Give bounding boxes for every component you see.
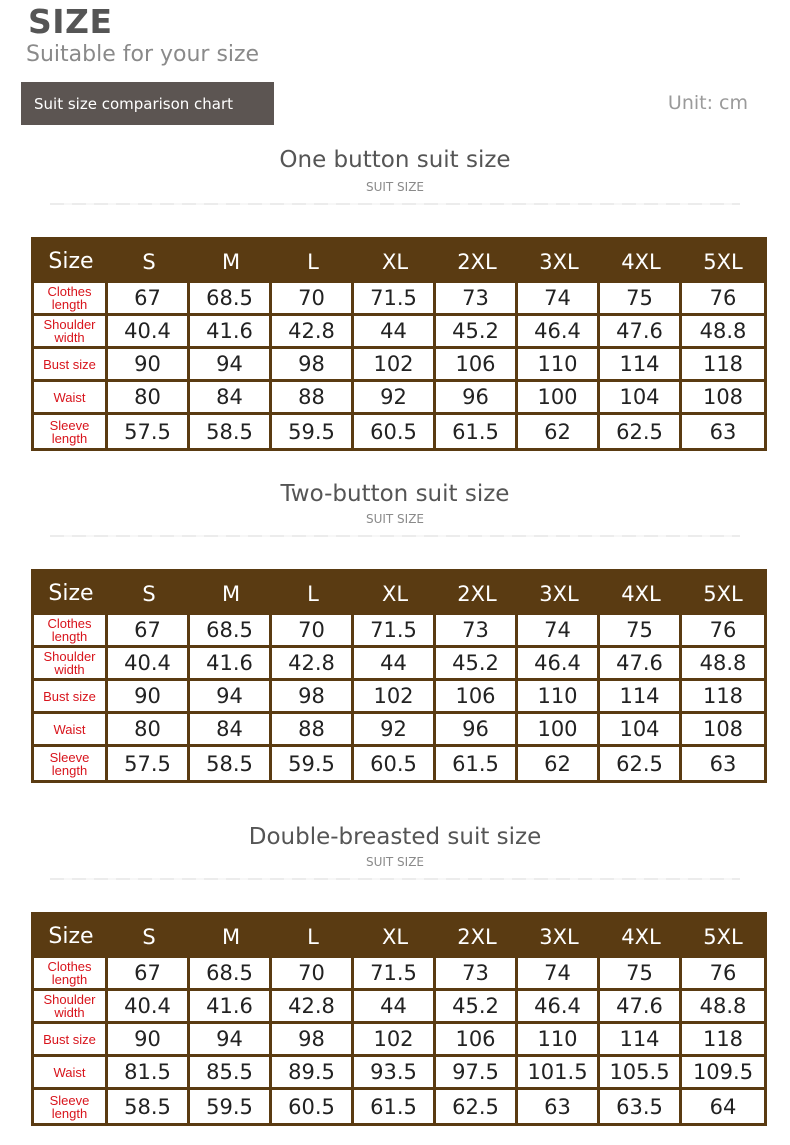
- table-cell: 98: [272, 681, 354, 714]
- table-cell: 88: [272, 382, 354, 415]
- table-cell: 94: [190, 349, 272, 382]
- table-cell: 40.4: [108, 991, 190, 1024]
- size-column-header: 5XL: [682, 915, 764, 958]
- table-cell: 67: [108, 283, 190, 316]
- measurement-label: Shoulder width: [34, 316, 108, 349]
- table-cell: 90: [108, 1024, 190, 1057]
- divider: [50, 535, 740, 537]
- measurement-label: Sleeve length: [34, 747, 108, 780]
- size-column-header: 3XL: [518, 915, 600, 958]
- size-header-cell: Size: [34, 915, 108, 958]
- table-row: [34, 1024, 764, 1057]
- table-cell: 60.5: [354, 415, 436, 448]
- table-cell: 62.5: [436, 1090, 518, 1123]
- section-title-one-button: One button suit size: [279, 147, 511, 173]
- table-cell: 74: [518, 615, 600, 648]
- table-cell: 98: [272, 349, 354, 382]
- table-cell: 45.2: [436, 648, 518, 681]
- page-subtitle: Suitable for your size: [26, 42, 260, 67]
- table-cell: 57.5: [108, 415, 190, 448]
- table-cell: 101.5: [518, 1057, 600, 1090]
- section-subtitle-two-button: SUIT SIZE: [365, 512, 425, 526]
- table-cell: 59.5: [272, 747, 354, 780]
- size-column-header: M: [190, 240, 272, 283]
- size-column-header: 4XL: [600, 915, 682, 958]
- table-cell: 41.6: [190, 648, 272, 681]
- table-cell: 76: [682, 958, 764, 991]
- size-column-header: L: [272, 915, 354, 958]
- table-cell: 45.2: [436, 316, 518, 349]
- table-cell: 96: [436, 714, 518, 747]
- table-row: [34, 714, 764, 747]
- table-cell: 63.5: [600, 1090, 682, 1123]
- table-cell: 45.2: [436, 991, 518, 1024]
- table-cell: 96: [436, 382, 518, 415]
- table-cell: 104: [600, 382, 682, 415]
- section-subtitle-one-button: SUIT SIZE: [365, 180, 425, 194]
- table-cell: 67: [108, 615, 190, 648]
- table-row: [34, 382, 764, 415]
- measurement-label: Shoulder width: [34, 648, 108, 681]
- measurement-label: Clothes length: [34, 283, 108, 316]
- table-row: [34, 316, 764, 349]
- table-cell: 90: [108, 681, 190, 714]
- table-cell: 73: [436, 615, 518, 648]
- measurement-label: Waist: [34, 382, 108, 415]
- table-header-row: [34, 572, 764, 615]
- table-cell: 62.5: [600, 747, 682, 780]
- table-cell: 58.5: [190, 747, 272, 780]
- table-header-row: [34, 915, 764, 958]
- size-header-cell: Size: [34, 240, 108, 283]
- size-column-header: M: [190, 915, 272, 958]
- divider: [50, 203, 740, 205]
- divider: [50, 878, 740, 880]
- table-cell: 61.5: [436, 415, 518, 448]
- table-cell: 102: [354, 1024, 436, 1057]
- table-row: [34, 648, 764, 681]
- table-cell: 71.5: [354, 283, 436, 316]
- measurement-label: Shoulder width: [34, 991, 108, 1024]
- table-cell: 63: [682, 747, 764, 780]
- table-cell: 48.8: [682, 991, 764, 1024]
- table-cell: 94: [190, 681, 272, 714]
- measurement-label: Bust size: [34, 1024, 108, 1057]
- table-cell: 94: [190, 1024, 272, 1057]
- table-cell: 92: [354, 382, 436, 415]
- table-cell: 62: [518, 747, 600, 780]
- table-cell: 75: [600, 958, 682, 991]
- table-cell: 68.5: [190, 615, 272, 648]
- table-cell: 41.6: [190, 316, 272, 349]
- table-cell: 80: [108, 714, 190, 747]
- table-cell: 71.5: [354, 958, 436, 991]
- table-cell: 75: [600, 615, 682, 648]
- table-cell: 109.5: [682, 1057, 764, 1090]
- table-cell: 63: [682, 415, 764, 448]
- size-column-header: 5XL: [682, 240, 764, 283]
- size-column-header: L: [272, 572, 354, 615]
- table-cell: 104: [600, 714, 682, 747]
- table-row: [34, 1090, 764, 1123]
- table-cell: 92: [354, 714, 436, 747]
- table-cell: 106: [436, 349, 518, 382]
- table-cell: 73: [436, 958, 518, 991]
- table-row: [34, 1057, 764, 1090]
- size-header-cell: Size: [34, 572, 108, 615]
- table-cell: 110: [518, 681, 600, 714]
- table-cell: 75: [600, 283, 682, 316]
- table-cell: 46.4: [518, 316, 600, 349]
- table-cell: 106: [436, 681, 518, 714]
- table-cell: 60.5: [272, 1090, 354, 1123]
- size-column-header: 3XL: [518, 240, 600, 283]
- size-column-header: L: [272, 240, 354, 283]
- table-cell: 63: [518, 1090, 600, 1123]
- size-column-header: S: [108, 572, 190, 615]
- table-cell: 44: [354, 316, 436, 349]
- unit-label: Unit: cm: [667, 92, 748, 114]
- table-cell: 62: [518, 415, 600, 448]
- table-cell: 47.6: [600, 316, 682, 349]
- size-column-header: XL: [354, 572, 436, 615]
- table-cell: 100: [518, 714, 600, 747]
- table-row: [34, 415, 764, 448]
- table-cell: 70: [272, 958, 354, 991]
- table-cell: 44: [354, 991, 436, 1024]
- table-cell: 102: [354, 349, 436, 382]
- table-cell: 80: [108, 382, 190, 415]
- table-cell: 74: [518, 958, 600, 991]
- table-cell: 60.5: [354, 747, 436, 780]
- measurement-label: Waist: [34, 1057, 108, 1090]
- table-row: [34, 958, 764, 991]
- size-column-header: XL: [354, 915, 436, 958]
- table-cell: 44: [354, 648, 436, 681]
- table-cell: 67: [108, 958, 190, 991]
- table-cell: 64: [682, 1090, 764, 1123]
- table-cell: 118: [682, 1024, 764, 1057]
- table-row: [34, 747, 764, 780]
- size-column-header: M: [190, 572, 272, 615]
- table-cell: 61.5: [354, 1090, 436, 1123]
- table-cell: 73: [436, 283, 518, 316]
- table-cell: 40.4: [108, 316, 190, 349]
- table-cell: 62.5: [600, 415, 682, 448]
- table-cell: 90: [108, 349, 190, 382]
- measurement-label: Sleeve length: [34, 1090, 108, 1123]
- table-cell: 58.5: [190, 415, 272, 448]
- size-table-one-button: [31, 237, 767, 451]
- section-title-double-breasted: Double-breasted suit size: [248, 824, 542, 850]
- size-column-header: 2XL: [436, 240, 518, 283]
- table-cell: 84: [190, 714, 272, 747]
- table-cell: 108: [682, 714, 764, 747]
- table-cell: 114: [600, 681, 682, 714]
- table-cell: 47.6: [600, 648, 682, 681]
- table-cell: 47.6: [600, 991, 682, 1024]
- table-cell: 106: [436, 1024, 518, 1057]
- table-row: [34, 991, 764, 1024]
- size-column-header: XL: [354, 240, 436, 283]
- table-cell: 70: [272, 615, 354, 648]
- table-cell: 70: [272, 283, 354, 316]
- table-cell: 48.8: [682, 316, 764, 349]
- measurement-label: Waist: [34, 714, 108, 747]
- table-cell: 42.8: [272, 316, 354, 349]
- table-cell: 71.5: [354, 615, 436, 648]
- table-cell: 74: [518, 283, 600, 316]
- measurement-label: Sleeve length: [34, 415, 108, 448]
- size-table-double-breasted: [31, 912, 767, 1126]
- table-cell: 108: [682, 382, 764, 415]
- table-cell: 93.5: [354, 1057, 436, 1090]
- table-cell: 110: [518, 1024, 600, 1057]
- table-cell: 61.5: [436, 747, 518, 780]
- size-column-header: S: [108, 915, 190, 958]
- size-comparison-button[interactable]: Suit size comparison chart: [21, 82, 274, 125]
- table-cell: 48.8: [682, 648, 764, 681]
- table-row: [34, 681, 764, 714]
- size-column-header: 2XL: [436, 572, 518, 615]
- size-column-header: 4XL: [600, 240, 682, 283]
- page-title: SIZE: [28, 2, 113, 41]
- table-cell: 76: [682, 283, 764, 316]
- table-cell: 85.5: [190, 1057, 272, 1090]
- section-subtitle-double-breasted: SUIT SIZE: [365, 855, 425, 869]
- table-cell: 41.6: [190, 991, 272, 1024]
- measurement-label: Bust size: [34, 349, 108, 382]
- table-cell: 97.5: [436, 1057, 518, 1090]
- table-cell: 57.5: [108, 747, 190, 780]
- size-column-header: 2XL: [436, 915, 518, 958]
- table-cell: 58.5: [108, 1090, 190, 1123]
- measurement-label: Clothes length: [34, 958, 108, 991]
- table-cell: 105.5: [600, 1057, 682, 1090]
- table-cell: 89.5: [272, 1057, 354, 1090]
- table-cell: 76: [682, 615, 764, 648]
- table-row: [34, 349, 764, 382]
- table-cell: 40.4: [108, 648, 190, 681]
- section-title-two-button: Two-button suit size: [280, 481, 510, 507]
- table-cell: 114: [600, 1024, 682, 1057]
- table-cell: 114: [600, 349, 682, 382]
- table-cell: 110: [518, 349, 600, 382]
- table-cell: 59.5: [190, 1090, 272, 1123]
- measurement-label: Clothes length: [34, 615, 108, 648]
- table-row: [34, 283, 764, 316]
- table-cell: 102: [354, 681, 436, 714]
- table-cell: 84: [190, 382, 272, 415]
- table-cell: 68.5: [190, 283, 272, 316]
- table-cell: 98: [272, 1024, 354, 1057]
- table-cell: 81.5: [108, 1057, 190, 1090]
- table-cell: 118: [682, 681, 764, 714]
- table-header-row: [34, 240, 764, 283]
- size-column-header: S: [108, 240, 190, 283]
- table-cell: 88: [272, 714, 354, 747]
- table-cell: 100: [518, 382, 600, 415]
- table-cell: 46.4: [518, 648, 600, 681]
- table-cell: 42.8: [272, 648, 354, 681]
- size-column-header: 4XL: [600, 572, 682, 615]
- size-column-header: 3XL: [518, 572, 600, 615]
- size-column-header: 5XL: [682, 572, 764, 615]
- table-cell: 42.8: [272, 991, 354, 1024]
- table-cell: 118: [682, 349, 764, 382]
- table-cell: 59.5: [272, 415, 354, 448]
- table-cell: 68.5: [190, 958, 272, 991]
- table-row: [34, 615, 764, 648]
- measurement-label: Bust size: [34, 681, 108, 714]
- table-cell: 46.4: [518, 991, 600, 1024]
- size-table-two-button: [31, 569, 767, 783]
